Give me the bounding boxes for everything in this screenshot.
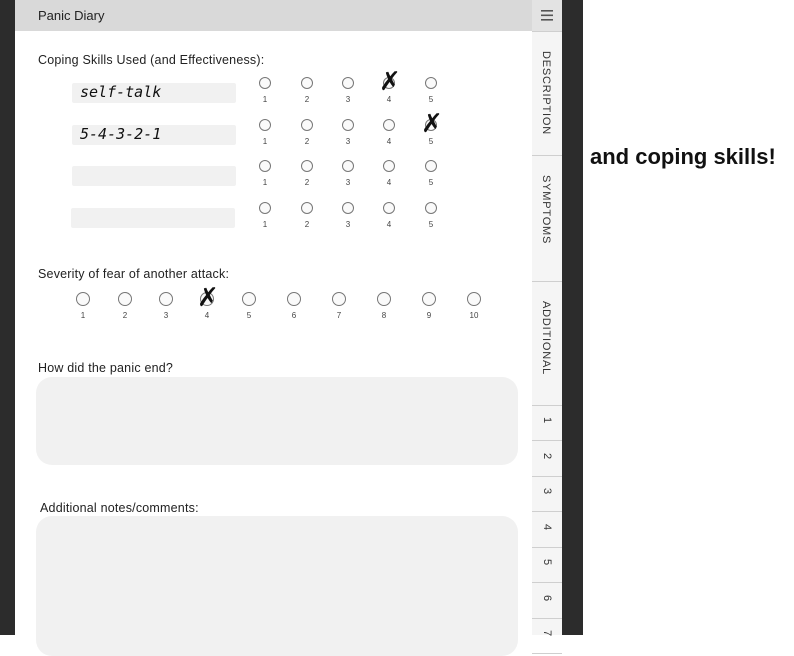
sidebar-page-1[interactable] bbox=[532, 405, 562, 440]
tab-symptoms[interactable] bbox=[532, 155, 562, 281]
scale-number: 4 bbox=[386, 95, 392, 104]
severity-radio[interactable] bbox=[377, 292, 391, 306]
device-frame-left bbox=[0, 0, 15, 635]
effectiveness-radio[interactable] bbox=[425, 77, 437, 89]
scale-number: 6 bbox=[291, 311, 297, 320]
selected-mark: ✗ bbox=[379, 67, 401, 97]
scale-number: 2 bbox=[304, 95, 310, 104]
tab-description[interactable] bbox=[532, 31, 562, 155]
skill-input[interactable] bbox=[72, 166, 236, 186]
notes-label: Additional notes/comments: bbox=[40, 501, 199, 515]
scale-number: 1 bbox=[262, 95, 268, 104]
scale-number: 8 bbox=[381, 311, 387, 320]
scale-number: 1 bbox=[80, 311, 86, 320]
effectiveness-radio[interactable] bbox=[259, 119, 271, 131]
effectiveness-radio[interactable] bbox=[383, 160, 395, 172]
scale-number: 1 bbox=[262, 178, 268, 187]
effectiveness-radio[interactable] bbox=[425, 202, 437, 214]
effectiveness-radio[interactable] bbox=[301, 202, 313, 214]
effectiveness-radio[interactable] bbox=[259, 77, 271, 89]
effectiveness-radio[interactable] bbox=[342, 202, 354, 214]
scale-number: 1 bbox=[262, 137, 268, 146]
scale-number: 2 bbox=[122, 311, 128, 320]
scale-number: 3 bbox=[163, 311, 169, 320]
panic-end-label: How did the panic end? bbox=[38, 361, 174, 375]
scale-number: 4 bbox=[204, 311, 210, 320]
effectiveness-radio[interactable] bbox=[383, 202, 395, 214]
sidebar-page-6[interactable] bbox=[532, 583, 562, 618]
scale-number: 4 bbox=[386, 137, 392, 146]
effectiveness-radio[interactable] bbox=[301, 119, 313, 131]
scale-number: 2 bbox=[304, 137, 310, 146]
scale-number: 5 bbox=[428, 220, 434, 229]
effectiveness-radio[interactable] bbox=[383, 119, 395, 131]
sidebar-divider bbox=[532, 31, 562, 32]
device-frame-right bbox=[562, 0, 583, 635]
severity-radio[interactable] bbox=[332, 292, 346, 306]
callout-text: and coping skills! bbox=[590, 144, 776, 169]
scale-number: 3 bbox=[345, 137, 351, 146]
scale-number: 10 bbox=[469, 311, 479, 320]
selected-mark: ✗ bbox=[197, 283, 219, 313]
tab-additional[interactable] bbox=[532, 281, 562, 405]
scale-number: 4 bbox=[386, 178, 392, 187]
scale-number: 4 bbox=[386, 220, 392, 229]
severity-radio[interactable] bbox=[467, 292, 481, 306]
menu-button[interactable] bbox=[532, 0, 562, 31]
tab-label: DESCRIPTION bbox=[540, 51, 552, 135]
page-number: 7 bbox=[541, 630, 553, 637]
tab-label: ADDITIONAL bbox=[540, 301, 552, 376]
skill-text: self-talk bbox=[80, 83, 162, 101]
skill-input[interactable] bbox=[72, 125, 236, 145]
sidebar-page-4[interactable] bbox=[532, 512, 562, 547]
severity-radio[interactable] bbox=[287, 292, 301, 306]
scale-number: 7 bbox=[336, 311, 342, 320]
hamburger-menu-icon[interactable] bbox=[532, 0, 562, 31]
severity-radio[interactable] bbox=[118, 292, 132, 306]
severity-radio[interactable] bbox=[242, 292, 256, 306]
page-number: 4 bbox=[541, 523, 553, 530]
scale-number: 3 bbox=[345, 220, 351, 229]
sidebar-page-7[interactable] bbox=[532, 618, 562, 653]
effectiveness-radio[interactable] bbox=[342, 160, 354, 172]
scale-number: 9 bbox=[426, 311, 432, 320]
coping-skills-label: Coping Skills Used (and Effectiveness): bbox=[38, 53, 265, 67]
scale-number: 5 bbox=[428, 137, 434, 146]
scale-number: 1 bbox=[262, 220, 268, 229]
tab-label: SYMPTOMS bbox=[540, 175, 552, 245]
page-title: Panic Diary bbox=[38, 8, 105, 23]
severity-radio[interactable] bbox=[422, 292, 436, 306]
skill-text: 5-4-3-2-1 bbox=[80, 125, 162, 143]
scale-number: 2 bbox=[304, 220, 310, 229]
scale-number: 2 bbox=[304, 178, 310, 187]
effectiveness-radio[interactable] bbox=[342, 119, 354, 131]
severity-radio[interactable] bbox=[159, 292, 173, 306]
selected-mark: ✗ bbox=[421, 109, 443, 139]
scale-number: 5 bbox=[428, 95, 434, 104]
effectiveness-radio[interactable] bbox=[259, 160, 271, 172]
effectiveness-radio[interactable] bbox=[301, 77, 313, 89]
page-number: 2 bbox=[541, 452, 553, 459]
skill-input[interactable] bbox=[72, 83, 236, 103]
notes-textarea[interactable] bbox=[36, 516, 518, 656]
effectiveness-radio[interactable] bbox=[301, 160, 313, 172]
panic-end-textarea[interactable] bbox=[36, 377, 518, 465]
scale-number: 3 bbox=[345, 95, 351, 104]
scale-number: 5 bbox=[428, 178, 434, 187]
sidebar-divider bbox=[532, 653, 562, 654]
page-number: 3 bbox=[541, 488, 553, 495]
page-number: 6 bbox=[541, 594, 553, 601]
scale-number: 5 bbox=[246, 311, 252, 320]
page-number: 1 bbox=[541, 417, 553, 424]
sidebar-page-5[interactable] bbox=[532, 547, 562, 582]
severity-label: Severity of fear of another attack: bbox=[38, 267, 230, 281]
effectiveness-radio[interactable] bbox=[425, 160, 437, 172]
effectiveness-radio[interactable] bbox=[259, 202, 271, 214]
severity-radio[interactable] bbox=[76, 292, 90, 306]
skill-input[interactable] bbox=[71, 208, 235, 228]
effectiveness-radio[interactable] bbox=[342, 77, 354, 89]
sidebar-page-2[interactable] bbox=[532, 441, 562, 476]
sidebar-page-3[interactable] bbox=[532, 476, 562, 511]
page-number: 5 bbox=[541, 559, 553, 566]
scale-number: 3 bbox=[345, 178, 351, 187]
